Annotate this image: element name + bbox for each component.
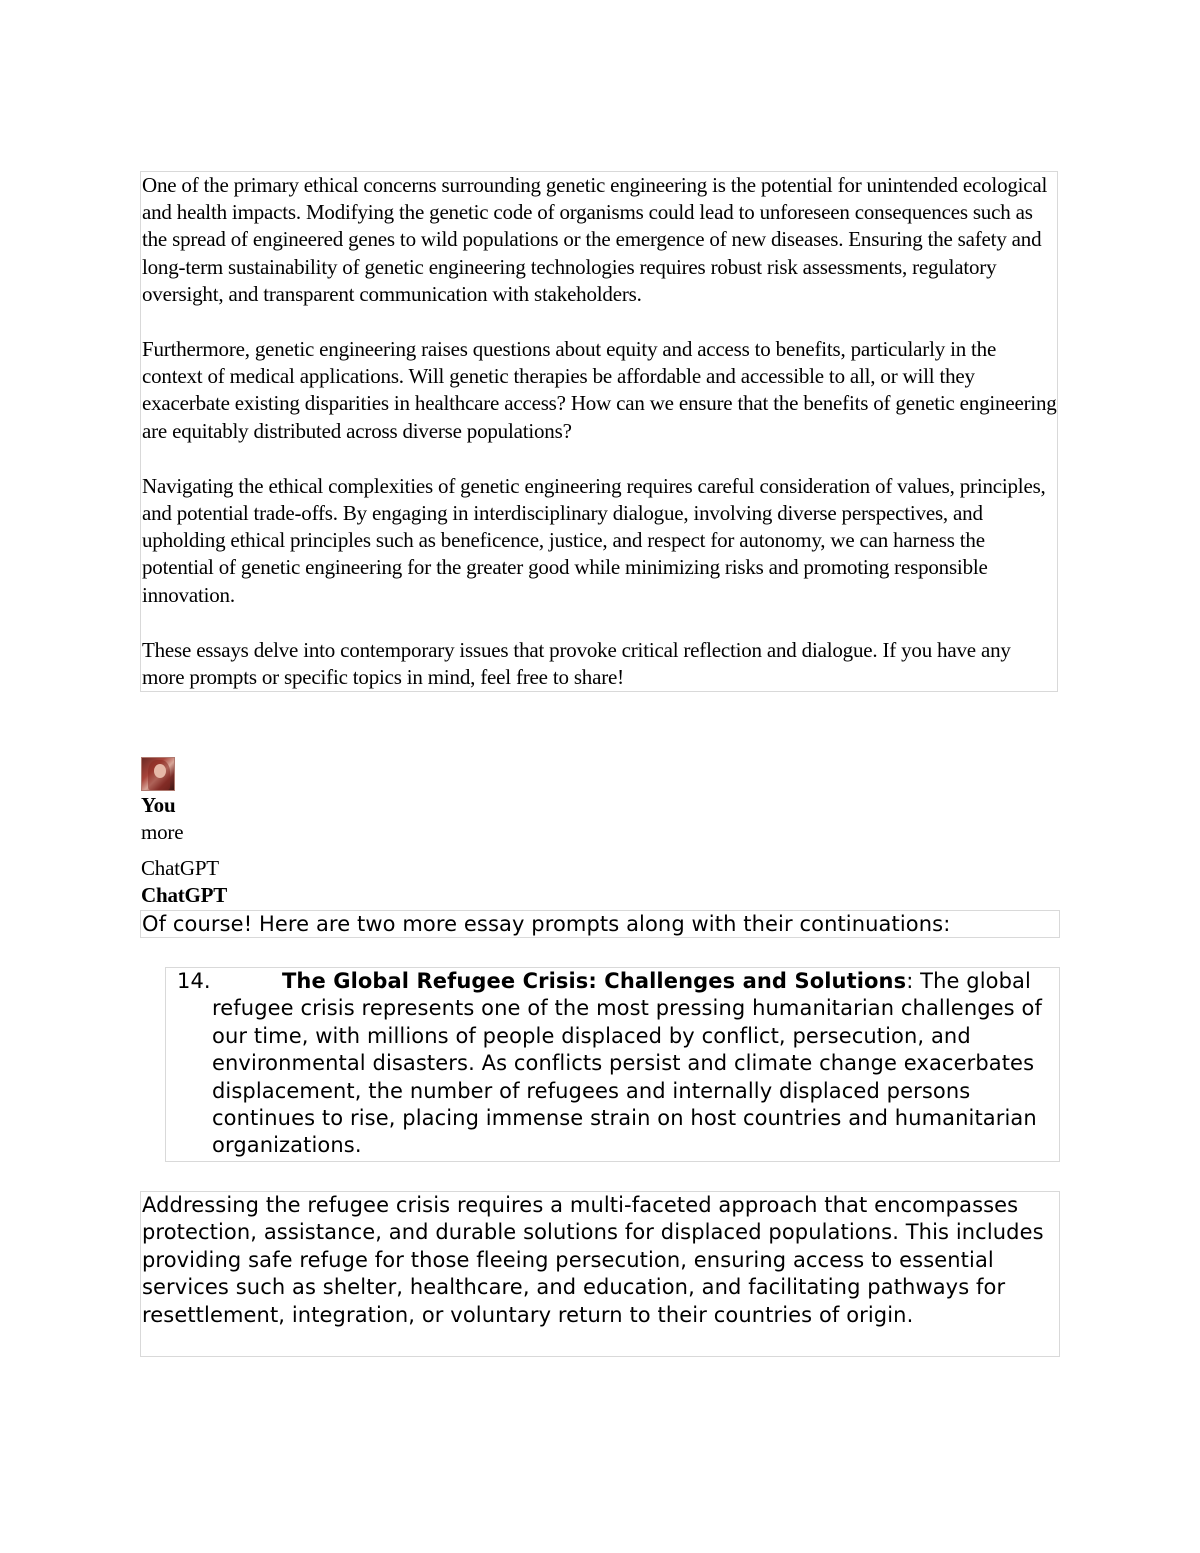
list-item-body xyxy=(212,968,1059,1160)
refugee-paragraph: Addressing the refugee crisis requires a multi-faceted approach that encompasses protection, assistance, and durable solutions for displaced populations. This includes providing safe refuge for those fleeing persecution, ensuring access to essential services such as shelter, healthcare, and education, and facilitating pathways for resettlement, integration, or voluntary return to their countries of origin. xyxy=(142,1193,1044,1327)
closing-paragraph: These essays delve into contemporary issues that provoke critical reflection and dialogue. If you have any more prompts or specific topics in mind, feel free to share! xyxy=(142,637,1011,690)
list-item-text: : The global refugee crisis represents one of the most pressing humanitarian challenges of our time, with millions of people displaced by conflict, persecution, and environmental disasters. As conflicts persist and climate change exacerbates displacement, the number of refugees and internally displaced persons continues to rise, placing immense strain on host countries and humanitarian organizations. xyxy=(212,969,1042,1158)
user-message-text: more xyxy=(141,820,184,844)
list-item-number: 14. xyxy=(177,969,211,993)
assistant-label: ChatGPT xyxy=(141,856,219,880)
refugee-paragraph-block xyxy=(140,1191,1060,1357)
assistant-author-label: ChatGPT xyxy=(141,883,228,907)
assistant-intro xyxy=(140,910,1060,938)
essay-paragraph: One of the primary ethical concerns surrounding genetic engineering is the potential for unintended ecological and health impacts. Modifying the genetic code of organisms could lead to unforeseen consequences such as the spread of engineered genes to wild populations or the emergence of new diseases. Ensuring the safety and long-term sustainability of genetic engineering technologies requires robust risk assessments, regulatory oversight, and transparent communication with stakeholders. xyxy=(142,173,1048,306)
list-item xyxy=(166,968,1059,1160)
user-avatar xyxy=(141,757,175,791)
essay-paragraph: Furthermore, genetic engineering raises questions about equity and access to benefits, particularly in the context of medical applications. Will genetic therapies be affordable and accessible to all, or will they exacerbate existing disparities in healthcare access? How can we ensure that the benefits of genetic engineering are equitably distributed across diverse populations? xyxy=(142,337,1057,443)
previous-response-block xyxy=(140,171,1058,692)
list-item-title: The Global Refugee Crisis: Challenges and Solutions xyxy=(282,969,907,993)
user-author-label: You xyxy=(141,793,176,817)
essay-paragraph: Navigating the ethical complexities of genetic engineering requires careful consideration of values, principles, and potential trade-offs. By engaging in interdisciplinary dialogue, involving diverse perspectives, and upholding ethical principles such as beneficence, justice, and respect for autonomy, we can harness the potential of genetic engineering for the greater good while minimizing risks and promoting responsible innovation. xyxy=(142,473,1046,607)
assistant-intro-text: Of course! Here are two more essay prompts along with their continuations: xyxy=(142,912,951,936)
essay-prompt-list xyxy=(165,967,1060,1162)
